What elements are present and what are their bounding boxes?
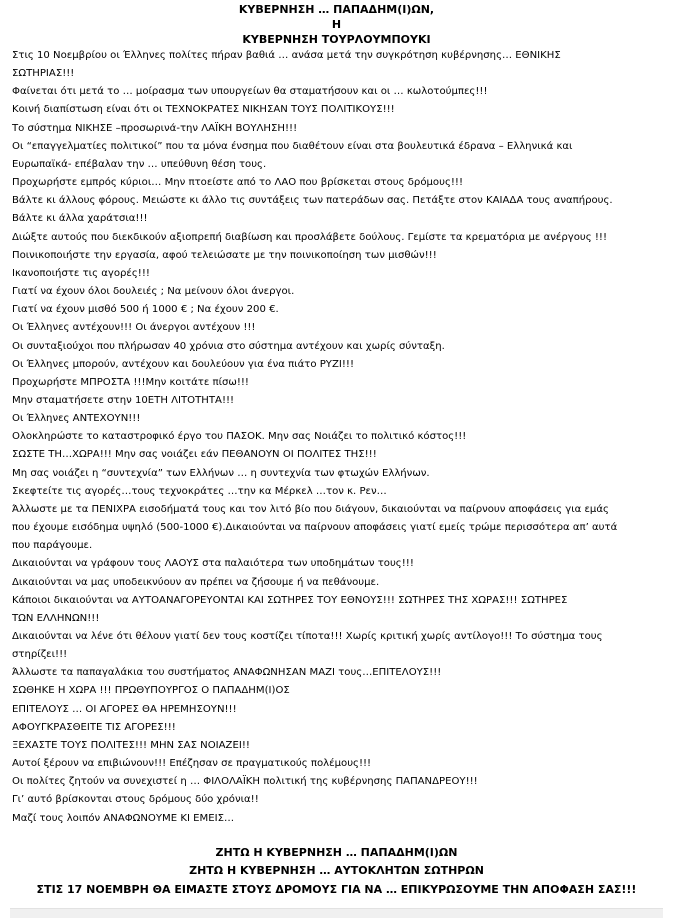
body-line: Προχωρήστε εμπρός κύριοι… Μην πτοείστε από το ΛΑΟ που βρίσκεται στους δρόμους!!! bbox=[12, 177, 464, 189]
footer-line-2: ΖΗΤΩ Η ΚΥΒΕΡΝΗΣΗ … ΑΥΤΟΚΛΗΤΩΝ ΣΩΤΗΡΩΝ bbox=[189, 864, 484, 878]
body-line: Δικαιούνται να γράφουν τους ΛΑΟΥΣ στα παλαιότερα των υποδημάτων τους!!! bbox=[12, 558, 414, 570]
body-line: Το σύστημα ΝΙΚΗΣΕ –προσωρινά-την ΛΑΪΚΗ ΒΟΥΛΗΣΗ!!! bbox=[12, 122, 298, 134]
body-line: Βάλτε κι άλλους φόρους. Μειώστε κι άλλο τις συντάξεις των πατεράδων σας. Πετάξτε στον ΚΑΙΑΔΑ τους αναπήρους. bbox=[12, 195, 613, 207]
body-line: ΣΩΘΗΚΕ Η ΧΩΡΑ !!! ΠΡΩΘΥΠΟΥΡΓΟΣ Ο ΠΑΠΑΔΗΜ(Ι)ΟΣ bbox=[12, 685, 290, 697]
body-line: Αυτοί ξέρουν να επιβιώνουν!!! Επέζησαν σε πραγματικούς πολέμους!!! bbox=[12, 758, 372, 770]
body-line: Βάλτε κι άλλα χαράτσια!!! bbox=[12, 213, 148, 225]
body-line: Γι’ αυτό βρίσκονται στους δρόμους δύο χρόνια!! bbox=[12, 794, 259, 806]
body-line: Οι Έλληνες μπορούν, αντέχουν και δουλεύουν για ένα πιάτο ΡΥΖΙ!!! bbox=[12, 358, 354, 370]
body-line: Οι Έλληνες ΑΝΤΕΧΟΥΝ!!! bbox=[12, 413, 141, 425]
body-line: Μαζί τους λοιπόν ΑΝΑΦΩΝΟΥΜΕ ΚΙ ΕΜΕΙΣ… bbox=[12, 812, 235, 824]
article-body bbox=[12, 47, 661, 828]
body-line: Φαίνεται ότι μετά το … μοίρασμα των υπουργείων θα σταματήσουν και οι … κωλοτούμπες!!! bbox=[12, 86, 488, 98]
body-line: Άλλωστε με τα ΠΕΝΙΧΡΑ εισοδήματά τους και τον λιτό βίο που διάγουν, δικαιούνται να παίρνουν αποφάσεις για εμάς bbox=[12, 503, 609, 515]
body-line: ΕΠΙΤΕΛΟΥΣ … ΟΙ ΑΓΟΡΕΣ ΘΑ ΗΡΕΜΗΣΟΥΝ!!! bbox=[12, 703, 237, 715]
body-line: Κάποιοι δικαιούνται να ΑΥΤΟΑΝΑΓΟΡΕΥΟΝΤΑΙ ΚΑΙ ΣΩΤΗΡΕΣ ΤΟΥ ΕΘΝΟΥΣ!!! ΣΩΤΗΡΕΣ ΤΗΣ ΧΩΡΑΣ!!! ΣΩΤΗΡΕΣ bbox=[12, 594, 568, 606]
body-line: Δικαιούνται να μας υποδεικνύουν αν πρέπει να ζήσουμε ή να πεθάνουμε. bbox=[12, 576, 380, 588]
body-line: Γιατί να έχουν όλοι δουλειές ; Να μείνουν όλοι άνεργοι. bbox=[12, 286, 295, 298]
body-line: Σκεφτείτε τις αγορές…τους τεχνοκράτες …την κα Μέρκελ …τον κ. Ρεν… bbox=[12, 485, 387, 497]
body-line: που παράγουμε. bbox=[12, 540, 93, 552]
body-line: Ευρωπαϊκά- επέβαλαν την … υπεύθυνη θέση τους. bbox=[12, 158, 267, 170]
body-line: Στις 10 Νοεμβρίου οι Έλληνες πολίτες πήραν βαθιά … ανάσα μετά την συγκρότηση κυβέρνησης… ΕΘΝΙΚΗΣ bbox=[12, 50, 561, 61]
title-line-3: ΚΥΒΕΡΝΗΣΗ ΤΟΥΡΛΟΥΜΠΟΥΚΙ bbox=[242, 33, 431, 46]
body-line: Διώξτε αυτούς που διεκδικούν αξιοπρεπή διαβίωση και προσλάβετε δούλους. Γεμίστε τα κρεματόρια με ανέργους !!! bbox=[12, 231, 608, 243]
body-line: ΣΩΤΗΡΙΑΣ!!! bbox=[12, 68, 75, 80]
body-line: Οι συνταξιούχοι που πλήρωσαν 40 χρόνια στο σύστημα αντέχουν και χωρίς σύνταξη. bbox=[12, 340, 445, 352]
body-line: Δικαιούνται να λένε ότι θέλουν γιατί δεν τους κοστίζει τίποτα!!! Χωρίς κριτική χωρίς αντίλογο!!! Το σύστημα τους bbox=[12, 631, 603, 642]
body-line: Οι Έλληνες αντέχουν!!! Οι άνεργοι αντέχουν !!! bbox=[12, 322, 256, 334]
body-line: Μην σταματήσετε στην 10ΕΤΗ ΛΙΤΟΤΗΤΑ!!! bbox=[12, 394, 235, 406]
body-line: ΞΕΧΑΣΤΕ ΤΟΥΣ ΠΟΛΙΤΕΣ!!! ΜΗΝ ΣΑΣ ΝΟΙΑΖΕΙ!! bbox=[12, 739, 250, 751]
body-line: Οι πολίτες ζητούν να συνεχιστεί η … ΦΙΛΟΛΑΪΚΗ πολιτική της κυβέρνησης ΠΑΠΑΝΔΡΕΟΥ!!! bbox=[12, 776, 478, 788]
body-line: ΑΦΟΥΓΚΡΑΣΘΕΙΤΕ ΤΙΣ ΑΓΟΡΕΣ!!! bbox=[12, 721, 176, 733]
body-line: Ολοκληρώστε το καταστροφικό έργο του ΠΑΣΟΚ. Μην σας Νοιάζει το πολιτικό κόστος!!! bbox=[12, 431, 467, 443]
body-line: Προχωρήστε ΜΠΡΟΣΤΑ !!!Μην κοιτάτε πίσω!!! bbox=[12, 376, 249, 388]
title-line-2: Η bbox=[331, 18, 342, 31]
title-line-1: ΚΥΒΕΡΝΗΣΗ … ΠΑΠΑΔΗΜ(Ι)ΩΝ, bbox=[238, 3, 435, 16]
body-line: που έχουμε εισόδημα υψηλό (500-1000 €).Δικαιούνται να παίρνουν αποφάσεις γιατί εμείς τρώμε περισσότερα απ’ αυτά bbox=[12, 522, 618, 534]
body-line: Ικανοποιήστε τις αγορές!!! bbox=[12, 267, 150, 279]
article-footer bbox=[12, 844, 661, 900]
article-title bbox=[12, 2, 661, 47]
body-line: στηρίζει!!! bbox=[12, 649, 68, 661]
footer-line-1: ΖΗΤΩ Η ΚΥΒΕΡΝΗΣΗ … ΠΑΠΑΔΗΜ(Ι)ΩΝ bbox=[215, 845, 458, 859]
body-line: Άλλωστε τα παπαγαλάκια του συστήματος ΑΝΑΦΩΝΗΣΑΝ ΜΑΖΙ τους…ΕΠΙΤΕΛΟΥΣ!!! bbox=[12, 667, 442, 679]
body-line: Γιατί να έχουν μισθό 500 ή 1000 € ; Να έχουν 200 €. bbox=[12, 304, 279, 316]
body-line: ΣΩΣΤΕ ΤΗ…ΧΩΡΑ!!! Μην σας νοιάζει εάν ΠΕΘΑΝΟΥΝ ΟΙ ΠΟΛΙΤΕΣ ΤΗΣ!!! bbox=[12, 449, 377, 461]
body-line: Μη σας νοιάζει η “συντεχνία” των Ελλήνων … η συντεχνία των φτωχών Ελλήνων. bbox=[12, 467, 430, 479]
footer-line-3: ΣΤΙΣ 17 ΝΟΕΜΒΡΗ ΘΑ ΕΙΜΑΣΤΕ ΣΤΟΥΣ ΔΡΟΜΟΥΣ ΓΙΑ ΝΑ … ΕΠΙΚΥΡΩΣΟΥΜΕ ΤΗΝ ΑΠΟΦΑΣΗ ΣΑΣ!!! bbox=[36, 882, 637, 896]
body-line: Οι “επαγγελματίες πολιτικοί” που τα μόνα ένσημα που διαθέτουν είναι στα βουλευτικά έδρανα – Ελληνικά και bbox=[12, 140, 573, 152]
body-line: Κοινή διαπίστωση είναι ότι οι ΤΕΧΝΟΚΡΑΤΕΣ ΝΙΚΗΣΑΝ ΤΟΥΣ ΠΟΛΙΤΙΚΟΥΣ!!! bbox=[12, 104, 395, 116]
body-line: ΤΩΝ ΕΛΛΗΝΩΝ!!! bbox=[12, 612, 100, 624]
body-line: Ποινικοποιήστε την εργασία, αφού τελειώσατε με την ποινικοποίηση των μισθών!!! bbox=[12, 249, 437, 261]
